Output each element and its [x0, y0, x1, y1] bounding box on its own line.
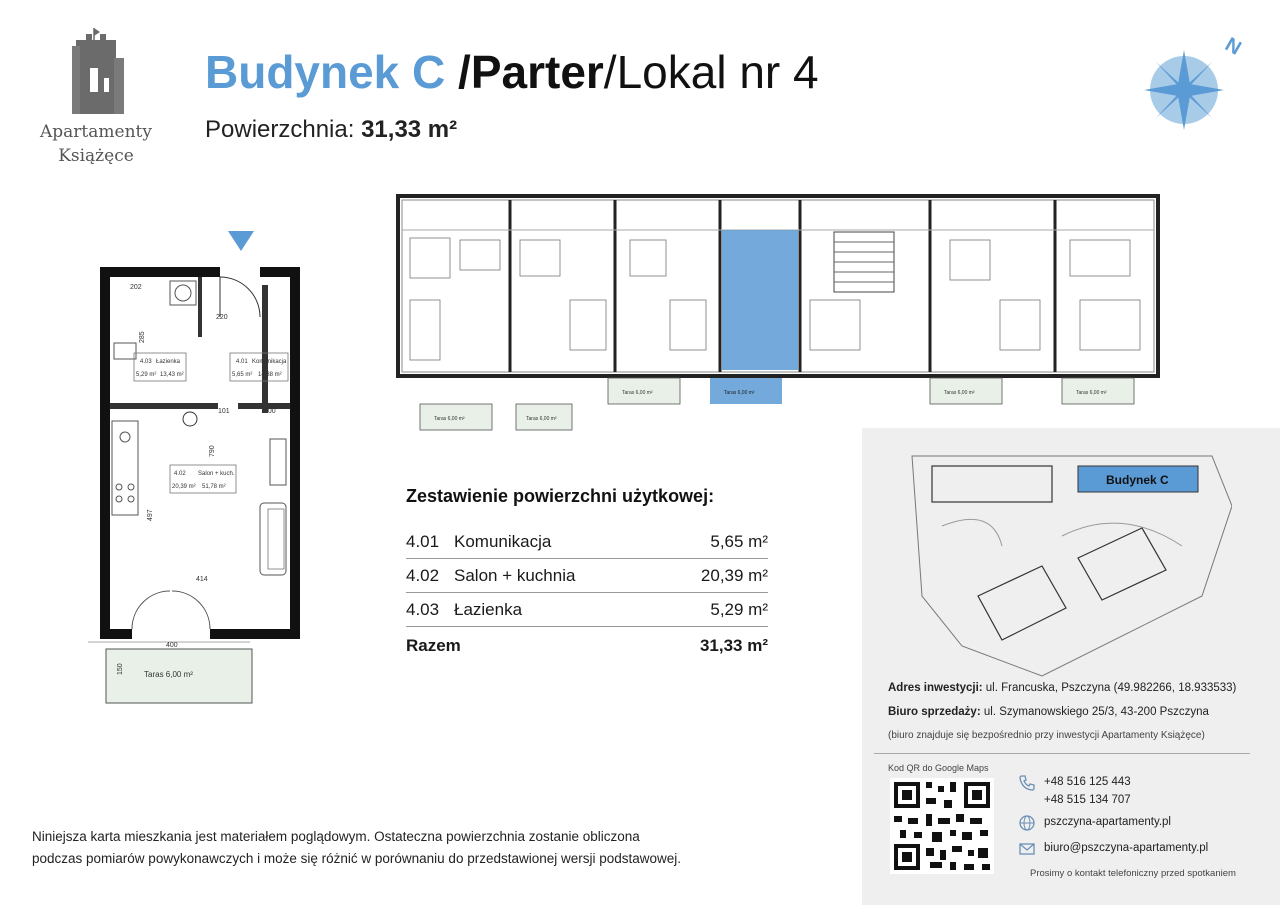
svg-text:790: 790 [209, 445, 216, 457]
svg-text:Taras 6,00 m²: Taras 6,00 m² [144, 670, 193, 679]
svg-text:285: 285 [139, 331, 146, 343]
page-title [205, 44, 819, 100]
disclaimer-line1: Niniejsza karta mieszkania jest materiałem poglądowym. Ostateczna powierzchnia zostanie obliczona [32, 829, 640, 844]
divider [874, 753, 1250, 754]
svg-text:4.01: 4.01 [236, 359, 248, 365]
svg-text:202: 202 [130, 284, 142, 291]
area-value: 31,33 m² [361, 116, 458, 143]
svg-text:Komunikacja: Komunikacja [252, 359, 287, 365]
table-row [406, 559, 768, 593]
qr-code-icon[interactable] [890, 778, 994, 874]
title-separator: / [445, 46, 471, 98]
svg-text:Taras 6,00 m²: Taras 6,00 m² [622, 390, 653, 396]
title-floor: Parter [470, 46, 604, 98]
area-label: Powierzchnia: [205, 116, 355, 143]
room-area: 5,29 m² [710, 599, 768, 619]
building-floor-plan [390, 190, 1166, 435]
svg-text:Taras 6,00 m²: Taras 6,00 m² [1076, 390, 1107, 396]
total-area: 31,33 m² [699, 636, 768, 655]
area-table-title: Zestawienie powierzchni użytkowej: [406, 486, 715, 506]
svg-text:497: 497 [147, 509, 154, 521]
phone-icon [1018, 774, 1036, 792]
area-table [406, 486, 768, 663]
unit-floor-plan [78, 225, 328, 715]
svg-text:Taras 6,00 m²: Taras 6,00 m² [434, 416, 465, 422]
sales-office-address: Biuro sprzedaży: ul. Szymanowskiego 25/3, 43-200 Pszczyna [888, 706, 1209, 718]
svg-text:150: 150 [117, 663, 124, 675]
qr-label: Kod QR do Google Maps [888, 763, 989, 773]
svg-text:Salon + kuch.: Salon + kuch. [198, 471, 235, 477]
table-total-row [406, 629, 768, 663]
svg-text:5,29 m²: 5,29 m² [136, 372, 157, 378]
svg-text:14,38 m²: 14,38 m² [258, 372, 282, 378]
website-link[interactable]: pszczyna-apartamenty.pl [1044, 816, 1171, 828]
svg-text:Budynek C: Budynek C [1106, 473, 1169, 487]
svg-text:Taras 6,00 m²: Taras 6,00 m² [944, 390, 975, 396]
svg-text:101: 101 [218, 408, 230, 415]
investment-address: Adres inwestycji: ul. Francuska, Pszczyna (49.982266, 18.933533) [888, 682, 1237, 694]
table-row [406, 525, 768, 559]
table-row [406, 593, 768, 627]
svg-text:51,78 m²: 51,78 m² [202, 484, 226, 490]
email-link[interactable]: biuro@pszczyna-apartamenty.pl [1044, 842, 1209, 854]
svg-text:414: 414 [196, 576, 208, 583]
svg-text:13,43 m²: 13,43 m² [160, 372, 184, 378]
room-number: 4.03 [406, 599, 440, 619]
svg-text:Taras 6,00 m²: Taras 6,00 m² [526, 416, 557, 422]
site-info-panel [862, 428, 1280, 905]
phone-2[interactable]: +48 515 134 707 [1044, 794, 1131, 806]
title-unit: Lokal nr 4 [616, 46, 819, 98]
svg-text:4.03: 4.03 [140, 359, 152, 365]
phone-1[interactable]: +48 516 125 443 [1044, 776, 1131, 788]
castle-icon [66, 28, 128, 118]
svg-text:N: N [1221, 33, 1245, 60]
logo-line2: Książęce [58, 146, 134, 166]
room-area: 20,39 m² [700, 565, 768, 585]
logo-line1: Apartamenty [40, 122, 152, 142]
room-name: Łazienka [454, 599, 523, 619]
room-name: Salon + kuchnia [454, 565, 576, 585]
title-sep2: / [603, 46, 617, 98]
globe-icon [1018, 814, 1036, 832]
mail-icon [1018, 840, 1036, 858]
svg-text:Taras 6,00 m²: Taras 6,00 m² [724, 390, 755, 396]
contact-note: Prosimy o kontakt telefoniczny przed spotkaniem [1030, 868, 1236, 879]
total-label: Razem [406, 636, 461, 655]
disclaimer [32, 826, 812, 870]
room-number: 4.01 [406, 531, 440, 551]
svg-text:100: 100 [264, 408, 276, 415]
disclaimer-line2: podczas pomiarów powykonawczych i może się różnić w porównaniu do przedstawionej wersji podstawowej. [32, 851, 682, 866]
office-note: (biuro znajduje się bezpośrednio przy inwestycji Apartamenty Książęce) [888, 730, 1205, 741]
svg-text:5,65 m²: 5,65 m² [232, 372, 253, 378]
room-name: Komunikacja [454, 531, 552, 551]
svg-text:4.02: 4.02 [174, 471, 186, 477]
svg-text:20,39 m²: 20,39 m² [172, 484, 196, 490]
compass-icon [1142, 30, 1252, 140]
svg-text:400: 400 [166, 642, 178, 649]
site-map [902, 446, 1232, 686]
area-summary [205, 116, 457, 144]
title-building: Budynek C [205, 46, 446, 98]
room-number: 4.02 [406, 565, 440, 585]
room-area: 5,65 m² [710, 531, 768, 551]
svg-text:220: 220 [216, 314, 228, 321]
svg-text:Łazienka: Łazienka [156, 359, 181, 365]
logo [26, 28, 166, 173]
